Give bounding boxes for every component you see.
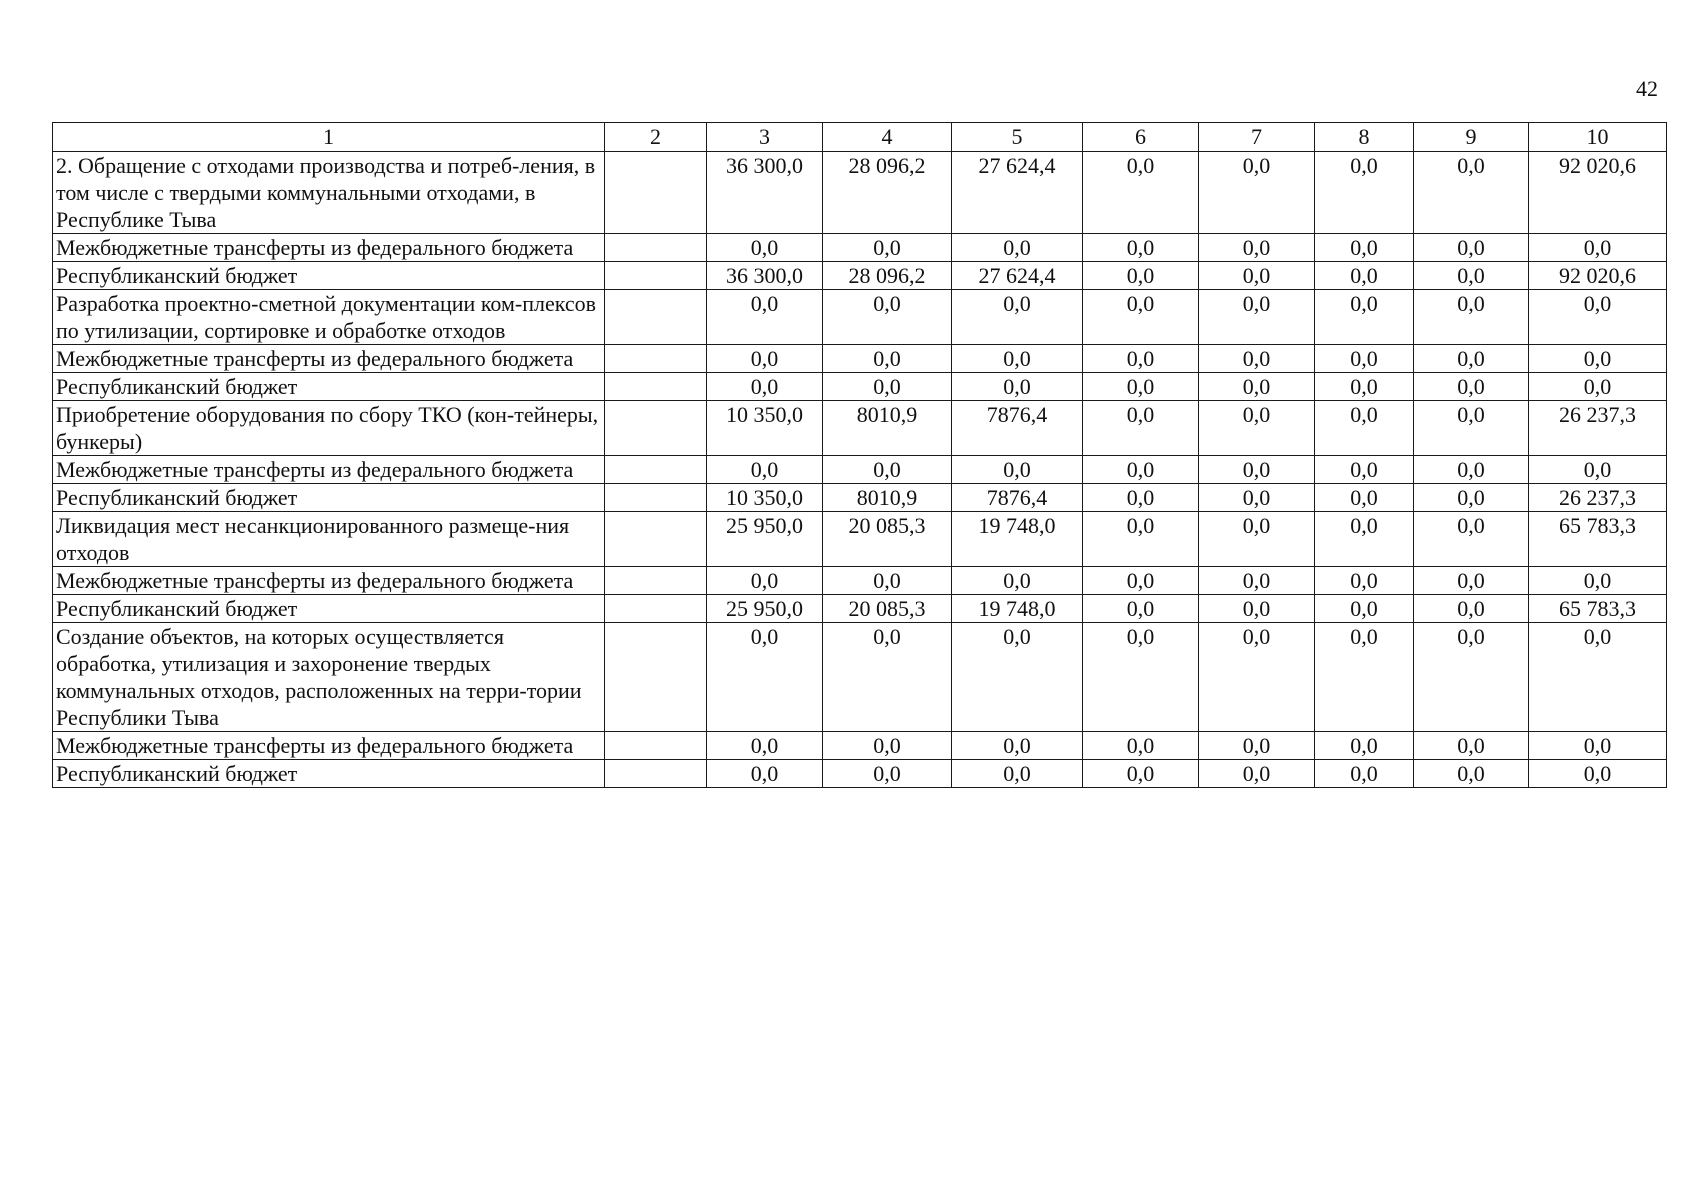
value-cell: 7876,4 (952, 484, 1083, 512)
value-cell: 0,0 (1529, 567, 1667, 595)
value-cell: 27 624,4 (952, 152, 1083, 234)
value-cell: 0,0 (1529, 456, 1667, 484)
value-cell: 92 020,6 (1529, 262, 1667, 290)
row-col2-cell (605, 567, 707, 595)
value-cell: 0,0 (1315, 234, 1414, 262)
table-row (53, 484, 1667, 512)
row-label: Межбюджетные трансферты из федерального бюджета (53, 234, 605, 262)
table-row (53, 262, 1667, 290)
value-cell: 92 020,6 (1529, 152, 1667, 234)
table-row (53, 512, 1667, 567)
table-row (53, 401, 1667, 456)
value-cell: 0,0 (823, 234, 952, 262)
value-cell: 0,0 (1529, 623, 1667, 732)
row-col2-cell (605, 484, 707, 512)
value-cell: 0,0 (1315, 290, 1414, 345)
value-cell: 0,0 (1199, 345, 1315, 373)
column-header: 1 (53, 123, 605, 152)
row-col2-cell (605, 401, 707, 456)
value-cell: 0,0 (1414, 512, 1529, 567)
value-cell: 0,0 (707, 567, 823, 595)
row-col2-cell (605, 234, 707, 262)
row-label: Межбюджетные трансферты из федерального бюджета (53, 567, 605, 595)
value-cell: 26 237,3 (1529, 484, 1667, 512)
value-cell: 0,0 (707, 373, 823, 401)
value-cell: 65 783,3 (1529, 512, 1667, 567)
value-cell: 0,0 (1199, 262, 1315, 290)
table-body (53, 152, 1667, 788)
value-cell: 28 096,2 (823, 152, 952, 234)
value-cell: 0,0 (707, 623, 823, 732)
column-header: 7 (1199, 123, 1315, 152)
column-header: 6 (1083, 123, 1199, 152)
row-label: Республиканский бюджет (53, 373, 605, 401)
row-label: Республиканский бюджет (53, 262, 605, 290)
value-cell: 19 748,0 (952, 595, 1083, 623)
value-cell: 7876,4 (952, 401, 1083, 456)
value-cell: 0,0 (952, 732, 1083, 760)
value-cell: 0,0 (1199, 512, 1315, 567)
value-cell: 0,0 (952, 456, 1083, 484)
value-cell: 0,0 (1083, 567, 1199, 595)
column-header: 9 (1414, 123, 1529, 152)
value-cell: 0,0 (707, 345, 823, 373)
value-cell: 25 950,0 (707, 512, 823, 567)
value-cell: 0,0 (1414, 345, 1529, 373)
value-cell: 0,0 (1315, 456, 1414, 484)
table-row (53, 623, 1667, 732)
row-col2-cell (605, 595, 707, 623)
row-col2-cell (605, 456, 707, 484)
value-cell: 0,0 (1315, 512, 1414, 567)
value-cell: 0,0 (707, 290, 823, 345)
value-cell: 0,0 (1315, 152, 1414, 234)
value-cell: 0,0 (1315, 623, 1414, 732)
table-row (53, 373, 1667, 401)
column-header: 2 (605, 123, 707, 152)
value-cell: 0,0 (1414, 401, 1529, 456)
value-cell: 0,0 (1529, 373, 1667, 401)
value-cell: 0,0 (1199, 567, 1315, 595)
value-cell: 0,0 (1414, 152, 1529, 234)
value-cell: 0,0 (952, 345, 1083, 373)
table-row (53, 760, 1667, 788)
value-cell: 0,0 (1083, 456, 1199, 484)
value-cell: 0,0 (1083, 732, 1199, 760)
row-col2-cell (605, 290, 707, 345)
value-cell: 0,0 (1414, 484, 1529, 512)
value-cell: 0,0 (1199, 373, 1315, 401)
value-cell: 0,0 (1199, 152, 1315, 234)
row-col2-cell (605, 373, 707, 401)
row-col2-cell (605, 623, 707, 732)
row-label: Республиканский бюджет (53, 595, 605, 623)
value-cell: 0,0 (823, 345, 952, 373)
value-cell: 0,0 (1083, 345, 1199, 373)
value-cell: 36 300,0 (707, 262, 823, 290)
value-cell: 0,0 (1529, 732, 1667, 760)
value-cell: 0,0 (1529, 345, 1667, 373)
value-cell: 8010,9 (823, 484, 952, 512)
table-row (53, 345, 1667, 373)
value-cell: 0,0 (1315, 732, 1414, 760)
value-cell: 0,0 (1083, 401, 1199, 456)
row-label: Межбюджетные трансферты из федерального бюджета (53, 456, 605, 484)
row-col2-cell (605, 262, 707, 290)
value-cell: 0,0 (823, 290, 952, 345)
row-label: Республиканский бюджет (53, 484, 605, 512)
row-col2-cell (605, 345, 707, 373)
value-cell: 0,0 (1199, 456, 1315, 484)
value-cell: 0,0 (1414, 623, 1529, 732)
value-cell: 0,0 (1199, 623, 1315, 732)
value-cell: 0,0 (1414, 567, 1529, 595)
value-cell: 20 085,3 (823, 595, 952, 623)
value-cell: 0,0 (1315, 484, 1414, 512)
value-cell: 0,0 (1083, 373, 1199, 401)
value-cell: 0,0 (1199, 290, 1315, 345)
value-cell: 0,0 (823, 623, 952, 732)
value-cell: 0,0 (1315, 262, 1414, 290)
row-col2-cell (605, 732, 707, 760)
value-cell: 0,0 (1414, 456, 1529, 484)
column-header: 10 (1529, 123, 1667, 152)
value-cell: 0,0 (1199, 760, 1315, 788)
table-row (53, 456, 1667, 484)
value-cell: 27 624,4 (952, 262, 1083, 290)
value-cell: 0,0 (1414, 732, 1529, 760)
column-header: 4 (823, 123, 952, 152)
row-label: Ликвидация мест несанкционированного размеще-ния отходов (53, 512, 605, 567)
value-cell: 0,0 (1315, 345, 1414, 373)
table-row (53, 732, 1667, 760)
budget-table (52, 122, 1667, 788)
value-cell: 0,0 (1414, 262, 1529, 290)
table-row (53, 234, 1667, 262)
column-header: 5 (952, 123, 1083, 152)
value-cell: 0,0 (952, 567, 1083, 595)
value-cell: 8010,9 (823, 401, 952, 456)
row-col2-cell (605, 152, 707, 234)
value-cell: 0,0 (1414, 234, 1529, 262)
column-header: 8 (1315, 123, 1414, 152)
value-cell: 0,0 (1199, 484, 1315, 512)
value-cell: 10 350,0 (707, 484, 823, 512)
value-cell: 0,0 (823, 567, 952, 595)
value-cell: 65 783,3 (1529, 595, 1667, 623)
row-label: Республиканский бюджет (53, 760, 605, 788)
value-cell: 0,0 (952, 760, 1083, 788)
value-cell: 0,0 (1315, 401, 1414, 456)
row-label: Межбюджетные трансферты из федерального бюджета (53, 345, 605, 373)
value-cell: 0,0 (1414, 760, 1529, 788)
value-cell: 0,0 (1083, 152, 1199, 234)
value-cell: 0,0 (1414, 595, 1529, 623)
value-cell: 36 300,0 (707, 152, 823, 234)
value-cell: 0,0 (823, 760, 952, 788)
value-cell: 0,0 (952, 623, 1083, 732)
table-row (53, 595, 1667, 623)
row-label: 2. Обращение с отходами производства и потреб-ления, в том числе с твердыми коммунальными отходами, в Республике Тыва (53, 152, 605, 234)
value-cell: 10 350,0 (707, 401, 823, 456)
value-cell: 0,0 (1083, 234, 1199, 262)
value-cell: 0,0 (1083, 484, 1199, 512)
row-col2-cell (605, 512, 707, 567)
value-cell: 0,0 (1414, 290, 1529, 345)
table-row (53, 567, 1667, 595)
value-cell: 0,0 (1083, 760, 1199, 788)
value-cell: 0,0 (952, 290, 1083, 345)
column-header: 3 (707, 123, 823, 152)
value-cell: 19 748,0 (952, 512, 1083, 567)
value-cell: 25 950,0 (707, 595, 823, 623)
value-cell: 0,0 (1083, 623, 1199, 732)
value-cell: 0,0 (1529, 234, 1667, 262)
row-label: Разработка проектно-сметной документации ком-плексов по утилизации, сортировке и обработке отходов (53, 290, 605, 345)
row-label: Приобретение оборудования по сбору ТКО (кон-тейнеры, бункеры) (53, 401, 605, 456)
value-cell: 0,0 (1199, 234, 1315, 262)
value-cell: 20 085,3 (823, 512, 952, 567)
value-cell: 0,0 (1199, 732, 1315, 760)
value-cell: 0,0 (1083, 595, 1199, 623)
page-number: 42 (1636, 76, 1658, 101)
value-cell: 28 096,2 (823, 262, 952, 290)
value-cell: 0,0 (1315, 595, 1414, 623)
value-cell: 0,0 (707, 732, 823, 760)
table-row (53, 152, 1667, 234)
value-cell: 0,0 (1315, 567, 1414, 595)
value-cell: 0,0 (1199, 401, 1315, 456)
row-label: Создание объектов, на которых осуществляется обработка, утилизация и захоронение твердых коммунальных отходов, расположенных на терри-тории Республики Тыва (53, 623, 605, 732)
value-cell: 0,0 (952, 234, 1083, 262)
row-label: Межбюджетные трансферты из федерального бюджета (53, 732, 605, 760)
value-cell: 0,0 (707, 456, 823, 484)
value-cell: 26 237,3 (1529, 401, 1667, 456)
value-cell: 0,0 (1529, 290, 1667, 345)
value-cell: 0,0 (823, 456, 952, 484)
value-cell: 0,0 (952, 373, 1083, 401)
value-cell: 0,0 (1083, 290, 1199, 345)
header-row (53, 123, 1667, 152)
value-cell: 0,0 (707, 760, 823, 788)
value-cell: 0,0 (1315, 760, 1414, 788)
row-col2-cell (605, 760, 707, 788)
value-cell: 0,0 (1414, 373, 1529, 401)
value-cell: 0,0 (707, 234, 823, 262)
value-cell: 0,0 (1083, 262, 1199, 290)
value-cell: 0,0 (1083, 512, 1199, 567)
value-cell: 0,0 (1315, 373, 1414, 401)
value-cell: 0,0 (823, 732, 952, 760)
value-cell: 0,0 (823, 373, 952, 401)
table-header (53, 123, 1667, 152)
table-row (53, 290, 1667, 345)
value-cell: 0,0 (1199, 595, 1315, 623)
value-cell: 0,0 (1529, 760, 1667, 788)
